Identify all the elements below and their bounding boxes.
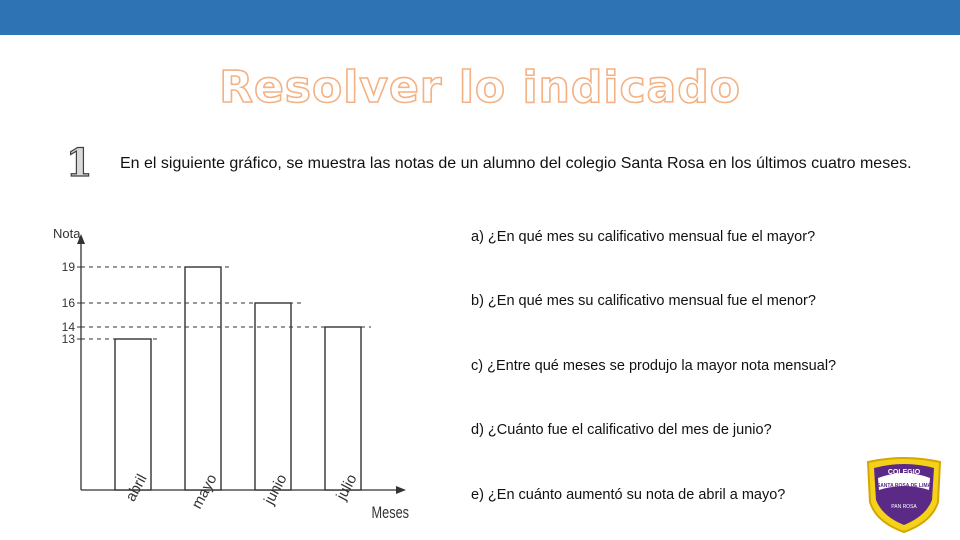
logo-text-school-name: SANTA ROSA DE LIMA [876,483,932,489]
x-tick-label-julio: julio [333,471,361,503]
x-axis-label: Meses [371,504,410,523]
y-tick-label-13: 13 [61,332,75,346]
x-tick-label-abril: abril [122,471,151,505]
school-crest-logo [862,456,946,536]
question-c: c) ¿Entre qué meses se produjo la mayor nota mensual? [471,358,837,374]
step-number: 1 [66,140,93,185]
y-tick-label-19: 19 [61,260,75,274]
x-tick-label-mayo: mayo [188,471,221,512]
bar-abril [115,339,151,490]
y-tick-label-14: 14 [61,320,75,334]
question-a: a) ¿En qué mes su calificativo mensual fue el mayor? [471,229,816,245]
logo-text-colegio: COLEGIO [887,469,921,476]
question-d: d) ¿Cuánto fue el calificativo del mes de junio? [471,422,772,438]
question-e: e) ¿En cuánto aumentó su nota de abril a mayo? [471,487,786,503]
logo-text-motto: PAN ROSA [891,504,917,510]
bar-julio [325,327,361,490]
bar-chart [40,220,420,530]
question-b: b) ¿En qué mes su calificativo mensual fue el menor? [471,293,816,309]
bar-mayo [185,267,221,490]
y-axis-label: Nota [53,226,81,241]
x-axis-arrow [396,486,406,494]
bar-junio [255,303,291,490]
y-tick-label-16: 16 [61,296,75,310]
top-bar [0,0,960,35]
x-tick-label-junio: junio [260,471,291,508]
page-title: Resolver lo indicado [219,62,741,113]
intro-text: En el siguiente gráfico, se muestra las notas de un alumno del colegio Santa Rosa en los últimos cuatro meses. [120,155,912,172]
